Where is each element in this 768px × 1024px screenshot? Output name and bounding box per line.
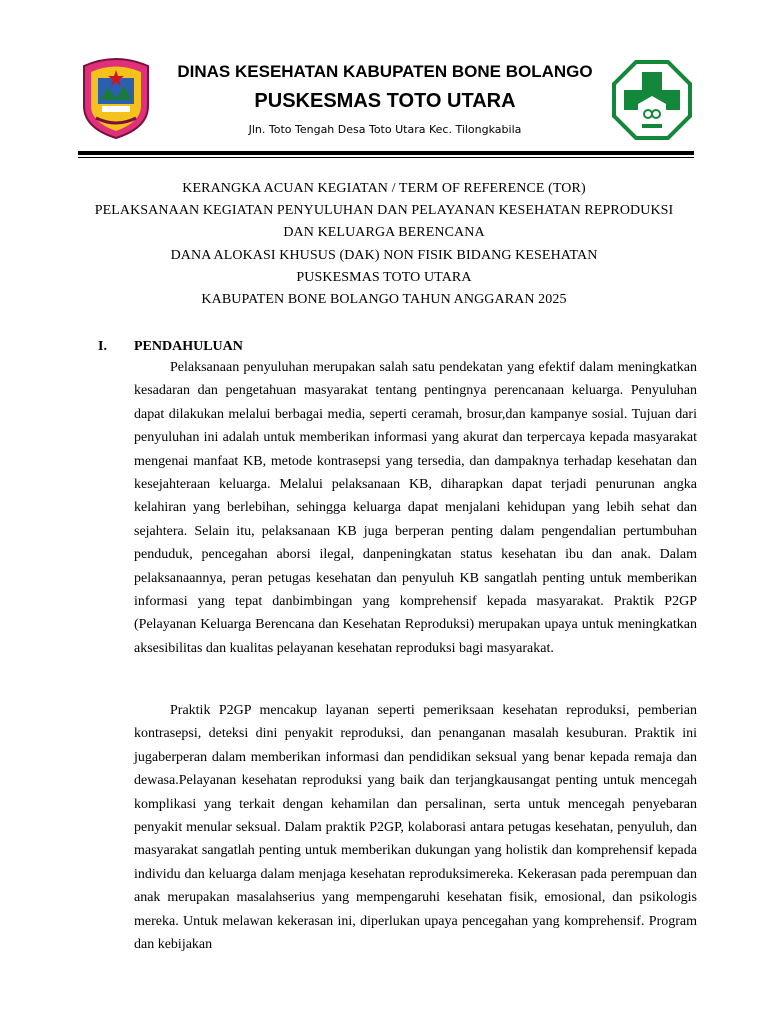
letterhead-divider <box>78 151 694 155</box>
regency-emblem-logo <box>78 56 154 140</box>
title-line: KERANGKA ACUAN KEGIATAN / TERM OF REFERENCE (TOR) <box>182 181 586 196</box>
title-line: DANA ALOKASI KHUSUS (DAK) NON FISIK BIDANG KESEHATAN <box>170 247 598 263</box>
section-number: I. <box>98 339 107 354</box>
title-line: KABUPATEN BONE BOLANGO TAHUN ANGGARAN 2025 <box>201 292 567 308</box>
title-line: PELAKSANAAN KEGIATAN PENYULUHAN DAN PELAYANAN KESEHATAN REPRODUKSI <box>94 203 674 219</box>
body-paragraph-2 <box>134 699 697 956</box>
paragraph-text: Pelaksanaan penyuluhan merupakan salah satu pendekatan yang efektif dalam meningkatkan kesadaran dan pengetahuan masyarakat tentang pentingnya perencanaan keluarga. Penyuluhan dapat dilakukan melalui berbagai media, seperti ceramah, brosur,dan kampanye sosial. Tujuan dari penyuluhan ini adalah untuk memberikan informasi yang akurat dan terpercaya kepada masyarakat mengenai manfaat KB, metode kontrasepsi yang tersedia, dan dampaknya terhadap kesehatan dan kesejahteraan keluarga. Melalui pelaksanaan KB, diharapkan dapat terjadi penurunan angka kelahiran yang berlebihan, sehingga keluarga dapat menjalani kehidupan yang lebih sehat dan sejahtera. Selain itu, pelaksanaan KB juga berperan penting dalam pengendalian pertumbuhan penduduk, pencegahan aborsi ilegal, danpeningkatan status kesehatan ibu dan anak. Dalam pelaksanaannya, peran petugas kesehatan dan penyuluh KB sangatlah penting untuk memberikan informasi yang tepat danbimbingan yang komprehensif kepada masyarakat. Praktik P2GP (Pelayanan Keluarga Berencana dan Kesehatan Reproduksi) merupakan upaya untuk meningkatkan aksesibilitas dan kualitas pelayanan kesehatan reproduksi bagi masyarakat. <box>134 360 697 656</box>
title-line: PUSKESMAS TOTO UTARA <box>296 269 472 285</box>
agency-name: DINAS KESEHATAN KABUPATEN BONE BOLANGO <box>177 62 593 81</box>
section-heading: PENDAHULUAN <box>134 339 243 354</box>
facility-name: PUSKESMAS TOTO UTARA <box>254 90 516 112</box>
facility-address: Jln. Toto Tengah Desa Toto Utara Kec. Tilongkabila <box>248 123 522 136</box>
document-title <box>60 178 708 311</box>
title-line: DAN KELUARGA BERENCANA <box>283 225 485 241</box>
letterhead-divider-thin <box>78 157 694 158</box>
puskesmas-logo <box>612 60 692 140</box>
paragraph-text: Praktik P2GP mencakup layanan seperti pemeriksaan kesehatan reproduksi, pemberian kontrasepsi, deteksi dini penyakit reproduksi, dan penanganan masalah kesuburan. Praktik ini jugaberperan dalam memberikan informasi dan pendidikan seksual yang benar kepada remaja dan dewasa.Pelayanan kesehatan reproduksi yang baik dan terjangkausangat penting untuk mencegah komplikasi yang terkait dengan kehamilan dan persalinan, serta untuk mencegah penyebaran penyakit menular seksual. Dalam praktik P2GP, kolaborasi antara petugas kesehatan, penyuluh, dan masyarakat sangatlah penting untuk memberikan dukungan yang holistik dan komprehensif kepada individu dan keluarga dalam menjaga kesehatan reproduksimereka. Kekerasan pada perempuan dan anak merupakan masalahserius yang mempengaruhi kesehatan fisik, emosional, dan psikologis mereka. Untuk melawan kekerasan ini, diperlukan upaya pencegahan yang komprehensif. Program dan kebijakan <box>134 703 697 953</box>
body-paragraph-1 <box>134 356 697 660</box>
letterhead <box>0 0 768 160</box>
